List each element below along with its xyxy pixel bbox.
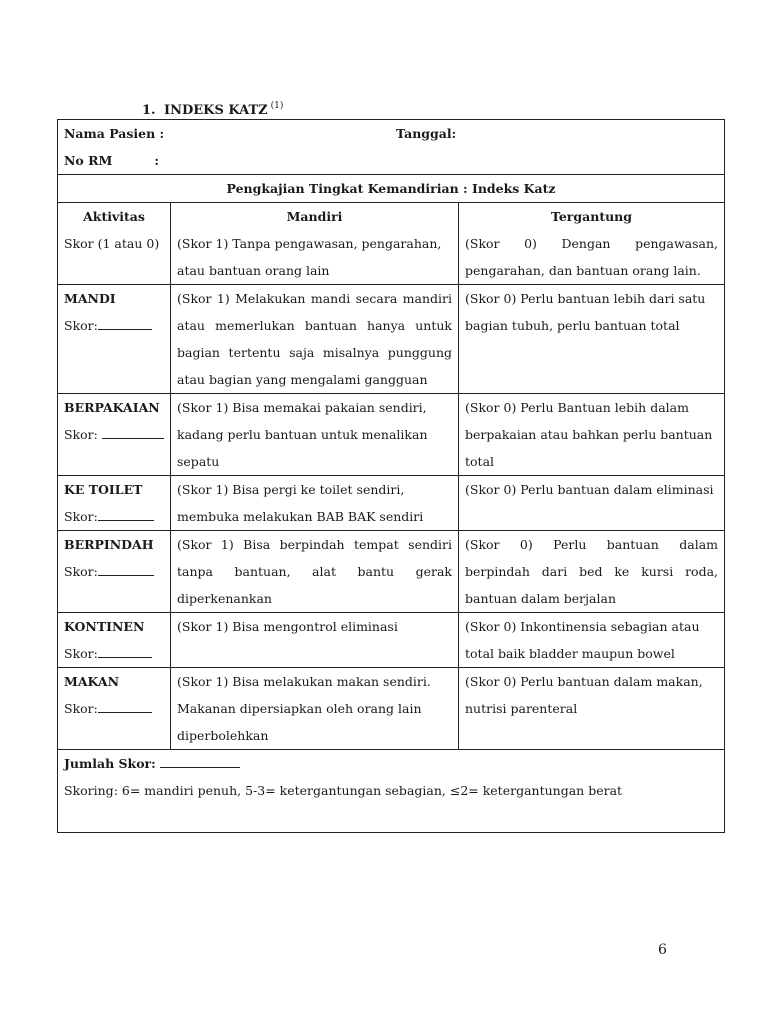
independent-header-cell <box>171 203 459 285</box>
activity-name: BERPINDAH <box>64 537 154 552</box>
total-score-cell <box>58 750 725 833</box>
dependent-cell: (Skor 0) Perlu bantuan dalam berpindah dari bed ke kursi roda, bantuan dalam berjalan <box>459 531 725 613</box>
table-row-berpakaian <box>58 394 725 476</box>
katz-index-table <box>57 119 725 833</box>
table-row-makan <box>58 668 725 750</box>
reference-mark: (1) <box>270 101 284 111</box>
activity-cell <box>58 613 171 668</box>
independent-cell: (Skor 1) Melakukan mandi secara mandiri atau memerlukan bantuan hanya untuk bagian tertentu saja misalnya punggung atau bagian yang mengalami gangguan <box>171 285 459 394</box>
table-row-mandi <box>58 285 725 394</box>
score-blank-field[interactable] <box>98 643 152 658</box>
score-label: Skor: <box>64 318 98 333</box>
activity-cell <box>58 531 171 613</box>
independent-cell: (Skor 1) Bisa melakukan makan sendiri. Makanan dipersiapkan oleh orang lain diperbolehkan <box>171 668 459 750</box>
score-blank-field[interactable] <box>102 424 164 439</box>
table-row-kontinen <box>58 613 725 668</box>
patient-name-label: Nama Pasien : <box>64 126 165 141</box>
activity-name: MANDI <box>64 291 116 306</box>
dependent-cell: (Skor 0) Inkontinensia sebagian atau total baik bladder maupun bowel <box>459 613 725 668</box>
activity-name: KE TOILET <box>64 482 143 497</box>
patient-info-cell <box>58 120 725 175</box>
activity-cell <box>58 394 171 476</box>
rm-colon: : <box>154 153 159 168</box>
dependent-header: Tergantung <box>550 209 633 224</box>
dependent-description-line1: (Skor 0) Dengan pengawasan, <box>465 236 719 251</box>
score-label: Skor: <box>64 509 98 524</box>
activity-name: MAKAN <box>64 674 120 689</box>
table-title: Pengkajian Tingkat Kemandirian : Indeks Katz <box>58 175 725 203</box>
column-header-row <box>58 203 725 285</box>
score-label: Skor: <box>64 646 98 661</box>
total-score-row <box>58 750 725 833</box>
activity-cell <box>58 668 171 750</box>
table-row-berpindah <box>58 531 725 613</box>
dependent-cell: (Skor 0) Perlu bantuan dalam makan, nutrisi parenteral <box>459 668 725 750</box>
score-blank-field[interactable] <box>98 561 154 576</box>
section-heading <box>142 96 283 121</box>
independent-cell: (Skor 1) Bisa mengontrol eliminasi <box>171 613 459 668</box>
independent-cell: (Skor 1) Bisa pergi ke toilet sendiri, membuka melakukan BAB BAK sendiri <box>171 476 459 531</box>
date-label: Tanggal: <box>396 126 457 141</box>
activity-name: BERPAKAIAN <box>64 400 160 415</box>
section-title: INDEKS KATZ <box>164 103 268 118</box>
dependent-header-cell <box>459 203 725 285</box>
page-number: 6 <box>658 942 667 958</box>
independent-header: Mandiri <box>286 209 343 224</box>
rm-label: No RM <box>64 153 113 168</box>
total-score-label: Jumlah Skor: <box>64 756 161 771</box>
independent-description: (Skor 1) Tanpa pengawasan, pengarahan, atau bantuan orang lain <box>177 236 442 278</box>
table-title-row <box>58 175 725 203</box>
score-label: Skor: <box>64 701 98 716</box>
dependent-cell: (Skor 0) Perlu bantuan dalam eliminasi <box>459 476 725 531</box>
table-row-ke-toilet <box>58 476 725 531</box>
section-number: 1. <box>142 103 156 118</box>
score-blank-field[interactable] <box>98 698 152 713</box>
activity-cell <box>58 476 171 531</box>
activity-header: Aktivitas <box>83 209 145 224</box>
activity-cell <box>58 285 171 394</box>
activity-name: KONTINEN <box>64 619 145 634</box>
patient-info-row <box>58 120 725 175</box>
score-label: Skor: <box>64 427 102 442</box>
dependent-cell: (Skor 0) Perlu bantuan lebih dari satu bagian tubuh, perlu bantuan total <box>459 285 725 394</box>
score-label: Skor: <box>64 564 98 579</box>
independent-cell: (Skor 1) Bisa berpindah tempat sendiri tanpa bantuan, alat bantu gerak diperkenankan <box>171 531 459 613</box>
dependent-description-line2: pengarahan, dan bantuan orang lain. <box>465 263 701 278</box>
independent-cell: (Skor 1) Bisa memakai pakaian sendiri, kadang perlu bantuan untuk menalikan sepatu <box>171 394 459 476</box>
activity-header-cell <box>58 203 171 285</box>
total-score-blank-field[interactable] <box>160 753 240 768</box>
score-blank-field[interactable] <box>98 315 152 330</box>
activity-subheader: Skor (1 atau 0) <box>64 236 160 251</box>
score-blank-field[interactable] <box>98 506 154 521</box>
dependent-cell: (Skor 0) Perlu Bantuan lebih dalam berpakaian atau bahkan perlu bantuan total <box>459 394 725 476</box>
scoring-legend: Skoring: 6= mandiri penuh, 5-3= ketergantungan sebagian, ≤2= ketergantungan berat <box>64 783 623 798</box>
